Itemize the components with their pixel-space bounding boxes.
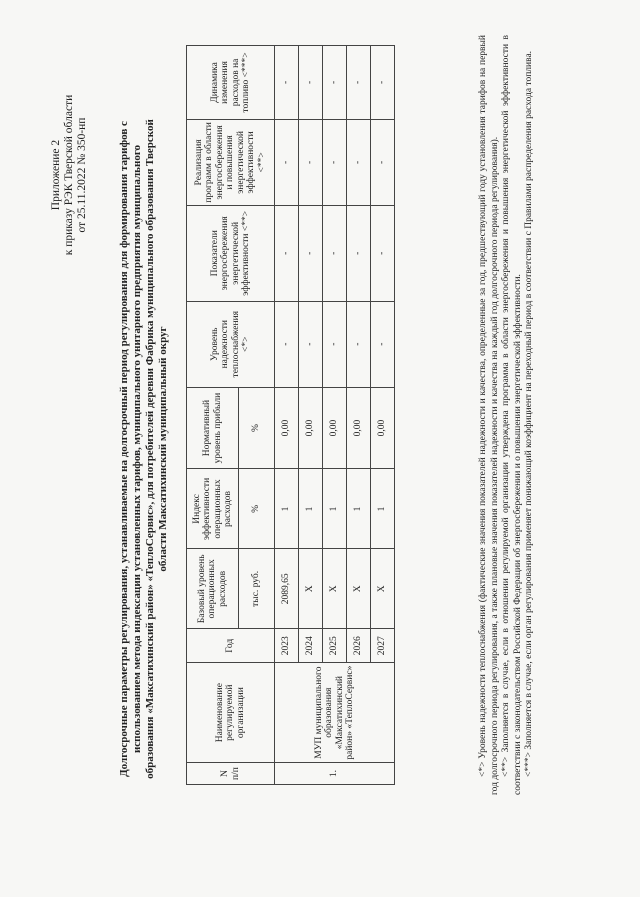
- cell-reliability: -: [323, 301, 347, 387]
- appendix-header: [50, 25, 89, 325]
- unit-base: тыс. руб.: [239, 549, 275, 629]
- table-row: [275, 46, 299, 785]
- cell-reliability: -: [275, 301, 299, 387]
- cell-reliability: -: [299, 301, 323, 387]
- cell-fuel: -: [299, 46, 323, 120]
- cell-base: X: [347, 549, 371, 629]
- cell-base: X: [299, 549, 323, 629]
- cell-energy: -: [371, 205, 395, 301]
- cell-fuel: -: [275, 46, 299, 120]
- cell-programs: -: [275, 119, 299, 205]
- cell-year: 2023: [275, 629, 299, 663]
- cell-index: 1: [323, 469, 347, 549]
- footnotes: [478, 35, 536, 795]
- cell-programs: -: [371, 119, 395, 205]
- cell-year: 2027: [371, 629, 395, 663]
- cell-profit: 0,00: [299, 387, 323, 469]
- cell-programs: -: [299, 119, 323, 205]
- cell-profit: 0,00: [347, 387, 371, 469]
- cell-reliability: -: [371, 301, 395, 387]
- unit-index: %: [239, 469, 275, 549]
- cell-fuel: -: [347, 46, 371, 120]
- cell-index: 1: [275, 469, 299, 549]
- header-num: N п/п: [187, 763, 275, 785]
- footnote-1: <*> Уровень надежности теплоснабжения (фактические значения показателей надежности и качества, определенные за год, предшествующий году установления тарифов на первый год долгосрочного периода регулирования, а также плановые значения показателей надежности и качества на каждый год долгосрочного периода регулирования).: [478, 35, 500, 795]
- footnote-3: <***> Заполняется в случае, если орган регулирования применяет понижающий коэффициент на переходный период в соответствии с Правилами распределения расхода топлива.: [524, 50, 534, 777]
- cell-year: 2024: [299, 629, 323, 663]
- appendix-line-3: от 25.11.2022 № 350-нп: [76, 117, 88, 233]
- cell-energy: -: [299, 205, 323, 301]
- cell-index: 1: [371, 469, 395, 549]
- unit-profit: %: [239, 387, 275, 469]
- cell-profit: 0,00: [371, 387, 395, 469]
- cell-base: 2089,65: [275, 549, 299, 629]
- parameters-table: [186, 45, 395, 785]
- cell-energy: -: [275, 205, 299, 301]
- org-name: МУП муниципального образования «Максатихинский район» «ТеплоСервис»: [275, 663, 395, 763]
- cell-base: X: [371, 549, 395, 629]
- cell-year: 2026: [347, 629, 371, 663]
- appendix-line-2: к приказу РЭК Тверской области: [63, 94, 75, 256]
- document-title: Долгосрочные параметры регулирования, устанавливаемые на долгосрочный период регулирования для формирования тарифов с использованием метода индексации установленных тарифов, муниципального унитарного предприятия муниципального образования «Максатихинский район» «ТеплоСервис», для потребителей деревни Фабрика муниципального образования Тверской области Максатихинский муниципальный округ: [118, 119, 169, 779]
- cell-profit: 0,00: [275, 387, 299, 469]
- appendix-line-1: Приложение 2: [50, 139, 62, 211]
- header-programs: Реализация программ в области энергосбережения и повышения энергетической эффективности <**>: [187, 119, 275, 205]
- header-index: Индекс эффективности операционных расходов: [187, 469, 239, 549]
- cell-programs: -: [323, 119, 347, 205]
- header-year: Год: [187, 629, 275, 663]
- header-fuel: Динамика изменения расходов на топливо <***>: [187, 46, 275, 120]
- cell-fuel: -: [371, 46, 395, 120]
- cell-index: 1: [299, 469, 323, 549]
- header-base: Базовый уровень операционных расходов: [187, 549, 239, 629]
- cell-energy: -: [323, 205, 347, 301]
- cell-reliability: -: [347, 301, 371, 387]
- cell-fuel: -: [323, 46, 347, 120]
- cell-base: X: [323, 549, 347, 629]
- cell-index: 1: [347, 469, 371, 549]
- header-org: Наименование регулируемой организации: [187, 663, 275, 763]
- header-energy: Показатели энергосбережения энергетической эффективности <**>: [187, 205, 275, 301]
- footnote-2: <**> Заполняется в случае, если в отношении регулируемой организации утверждена программа в области энергосбережения и повышения энергетической эффективности в соответствии с законодательством Российской Федерации об энергосбережении и о повышении энергетической эффективности.: [501, 35, 523, 795]
- cell-year: 2025: [323, 629, 347, 663]
- cell-profit: 0,00: [323, 387, 347, 469]
- header-profit: Нормативный уровень прибыли: [187, 387, 239, 469]
- cell-energy: -: [347, 205, 371, 301]
- cell-programs: -: [347, 119, 371, 205]
- row-number: 1.: [275, 763, 395, 785]
- header-reliability: Уровень надежности теплоснабжения <*>: [187, 301, 275, 387]
